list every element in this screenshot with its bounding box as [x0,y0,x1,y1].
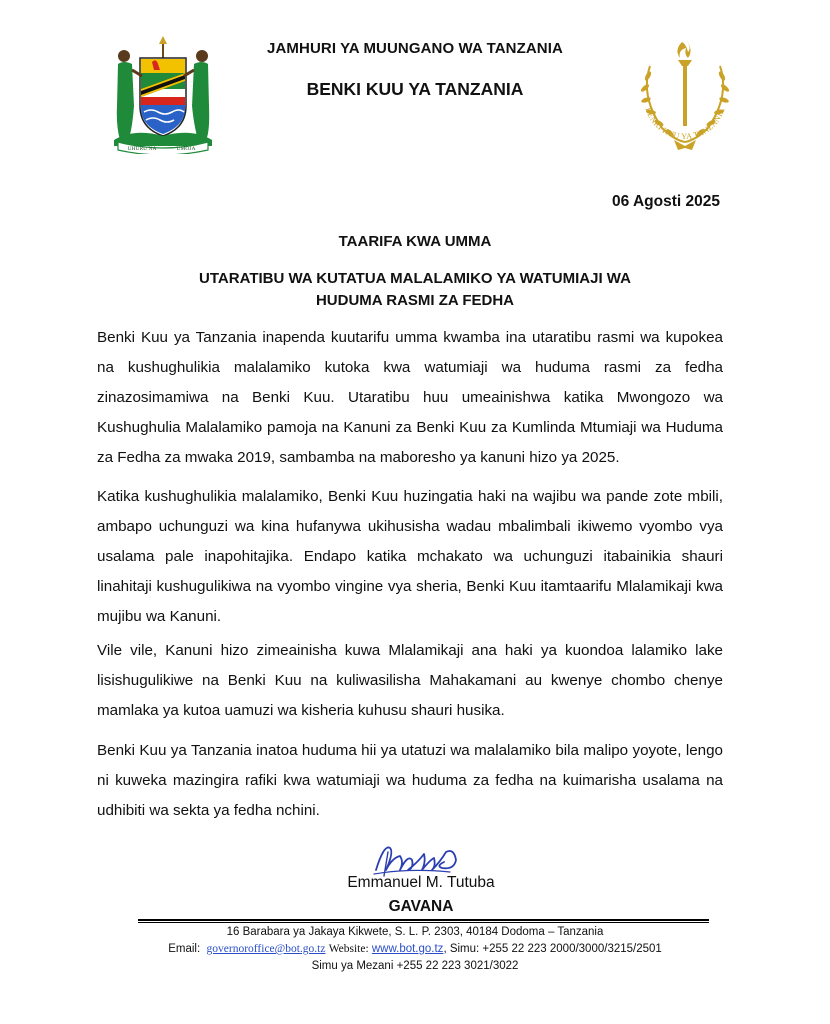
phone-text: , Simu: +255 22 223 2000/3000/3215/2501 [443,943,662,955]
footer-contacts [0,943,830,955]
website-link[interactable]: www.bot.go.tz [371,943,444,955]
svg-text:BENKI KUU YA TANZANIA: BENKI KUU YA TANZANIA [643,106,727,142]
headline-line-2: HUDUMA RASMI ZA FEDHA [315,292,515,309]
headline-line-1: UTARATIBU WA KUTATUA MALALAMIKO YA WATUMIAJI WA [199,270,631,287]
headline [0,268,830,312]
notice-title: TAARIFA KWA UMMA [338,233,492,250]
email-link[interactable]: governoroffice@bot.go.tz [206,943,326,955]
republic-heading: JAMHURI YA MUUNGANO WA TANZANIA [267,40,563,57]
website-label: Website: [328,943,369,955]
bank-heading: BENKI KUU YA TANZANIA [306,79,524,99]
footer-address: 16 Barabara ya Jakaya Kikwete, S. L. P. 2303, 40184 Dodoma – Tanzania [226,926,604,938]
motto-right-text: UMOJA [176,146,196,152]
letter-date: 06 Agosti 2025 [612,193,720,210]
body-paragraph-4: Benki Kuu ya Tanzania inatoa huduma hii ya utatuzi wa malalamiko bila malipo yoyote, lengo ni kuweka mazingira rafiki kwa watumiaji wa huduma za fedha na kuimarisha usalama na udhibiti wa sekta ya fedha nchini. [97,742,723,819]
signer-name: Emmanuel M. Tutuba [347,874,495,891]
footer-divider [138,919,709,921]
signer-title: GAVANA [388,898,454,915]
body-paragraph-3: Vile vile, Kanuni hizo zimeainisha kuwa Mlalamikaji ana haki ya kuondoa lalamiko lake lisishugulikiwe na Benki Kuu na kuliwasilisha Mahakamani au kwenye chombo chenye mamlaka ya kutoa uamuzi wa kisheria kuhusu shauri husika. [97,642,723,719]
body-paragraph-1: Benki Kuu ya Tanzania inapenda kuutarifu umma kwamba ina utaratibu rasmi wa kupokea na kushughulikia malalamiko kutoka kwa watumiaji wa huduma rasmi za fedha zinazosimamiwa na Benki Kuu. Utaratibu huu umeainishwa katika Mwongozo wa Kushughulia Malalamiko pamoja na Kanuni za Benki Kuu za Kumlinda Mtumiaji wa Huduma za Fedha za mwaka 2019, sambamba na maboresho ya kanuni hizo ya 2025. [97,329,723,466]
email-label: Email: [168,943,201,955]
bank-of-tanzania-torch-logo-icon [622,36,748,162]
motto-left-text: UHURU NA [127,146,157,152]
footer-switchboard: Simu ya Mezani +255 22 223 3021/3022 [311,960,519,972]
body-paragraph-2: Katika kushughulikia malalamiko, Benki Kuu huzingatia haki na wajibu wa pande zote mbili, ambapo uchunguzi wa kina hufanywa ukihusisha wadau mbalimbali ikiwemo vyombo vya usalama pale inapohitajika. Endapo katika mchakato wa uchunguzi itabainikia shauri linahitaji kushugulikiwa na vyombo vingine vya sheria, Benki Kuu itamtaarifu Mlalamikaji kwa mujibu wa Kanuni. [97,488,723,625]
footer-divider-thin [138,922,709,923]
